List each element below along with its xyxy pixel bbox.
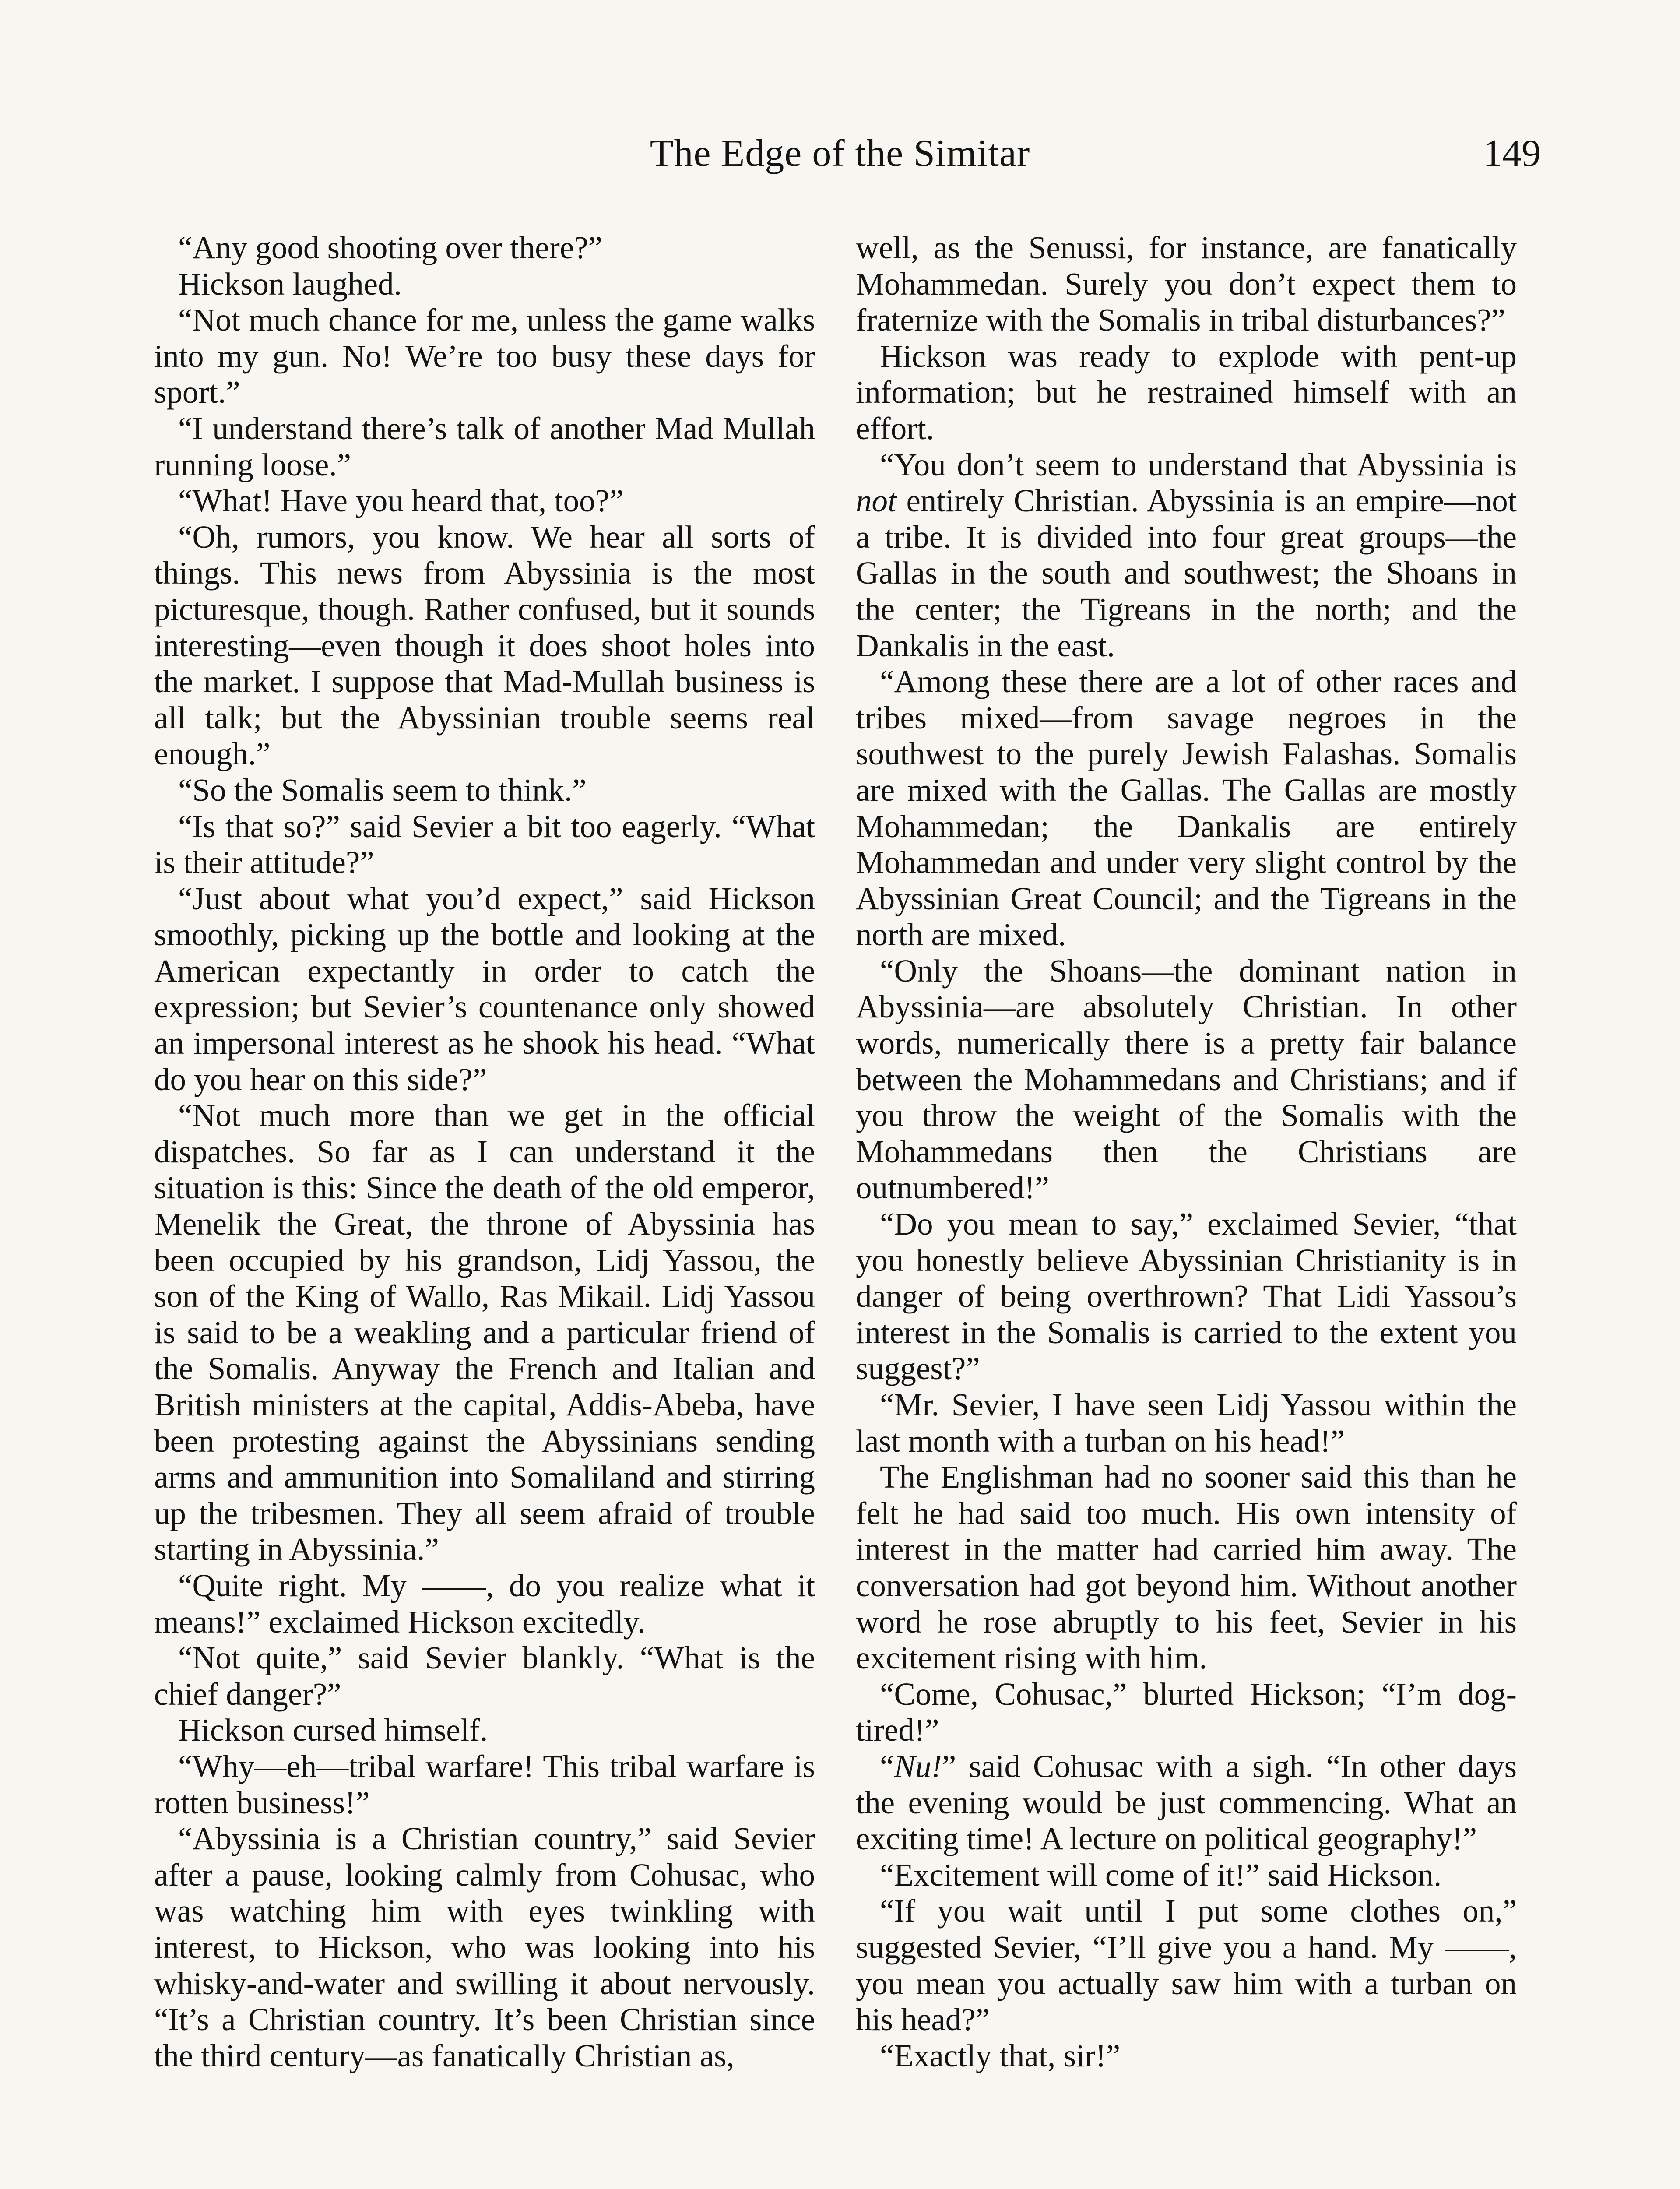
text-run: entirely Christian. Abyssinia is an empire—not a tribe. It is divided into four great groups—the Gallas in the south and southwest; the Shoans in the center; the Tigreans in the north; and the Dankalis in the east. <box>856 483 1517 663</box>
running-title: The Edge of the Simitar <box>650 132 1030 175</box>
emphasis-text: Nu! <box>894 1748 942 1784</box>
paragraph: “Why—eh—tribal warfare! This tribal warfare is rotten business!” <box>154 1748 815 1820</box>
paragraph: “Excitement will come of it!” said Hickson. <box>880 1857 1442 1893</box>
text-run: “You don’t seem to understand that Abyssinia is <box>880 447 1517 482</box>
paragraph: “Not quite,” said Sevier blankly. “What is the chief danger?” <box>154 1640 815 1712</box>
paragraph-with-emphasis <box>856 447 1517 664</box>
page-number: 149 <box>1483 132 1541 175</box>
paragraph: “I understand there’s talk of another Mad Mullah running loose.” <box>154 410 815 482</box>
continued-paragraph: well, as the Senussi, for instance, are fanatically Mohammedan. Surely you don’t expect them to fraternize with the Somalis in tribal disturbances?” <box>856 230 1517 338</box>
paragraph: “Is that so?” said Sevier a bit too eagerly. “What is their attitude?” <box>154 808 815 880</box>
paragraph-with-emphasis <box>856 1749 1517 1857</box>
paragraph: “Quite right. My ——, do you realize what it means!” exclaimed Hickson excitedly. <box>154 1567 815 1640</box>
paragraph: “Exactly that, sir!” <box>880 2038 1121 2073</box>
paragraph: “Any good shooting over there?” <box>178 230 602 265</box>
paragraph: “Do you mean to say,” exclaimed Sevier, “that you honestly believe Abyssinian Christianity is in danger of being overthrown? That Lidi Yassou’s interest in the Somalis is carried to the extent you suggest?” <box>856 1206 1517 1387</box>
paragraph: “Oh, rumors, you know. We hear all sorts of things. This news from Abyssinia is the most picturesque, though. Rather confused, but it sounds interesting—even though it does shoot holes into the market. I suppose that Mad-Mullah business is all talk; but the Abyssinian trouble seems real enough.” <box>154 519 815 772</box>
text-run: “ <box>880 1748 894 1784</box>
right-column <box>856 230 1517 2074</box>
paragraph: “Abyssinia is a Christian country,” said Sevier after a pause, looking calmly from Cohusac, who was watching him with eyes twinkling with interest, to Hickson, who was looking into his whisky-and-water and swilling it about nervously. “It’s a Christian country. It’s been Christian since the third century—as fanatically Christian as, <box>154 1821 815 2073</box>
paragraph: “Not much chance for me, unless the game walks into my gun. No! We’re too busy these days for sport.” <box>154 302 815 410</box>
paragraph: “Among these there are a lot of other races and tribes mixed—from savage negroes in the southwest to the purely Jewish Falashas. Somalis are mixed with the Gallas. The Gallas are mostly Mohammedan; the Dankalis are entirely Mohammedan and under very slight control by the Abyssinian Great Council; and the Tigreans in the north are mixed. <box>856 664 1517 953</box>
paragraph: “So the Somalis seem to think.” <box>178 772 587 808</box>
paragraph: “What! Have you heard that, too?” <box>178 483 624 519</box>
text-run: ” said Cohusac with a sigh. “In other days the evening would be just commencing. What an exciting time! A lecture on political geography!” <box>856 1748 1517 1857</box>
paragraph: “Mr. Sevier, I have seen Lidj Yassou within the last month with a turban on his head!” <box>856 1387 1517 1459</box>
paragraph: The Englishman had no sooner said this than he felt he had said too much. His own intensity of interest in the matter had carried him away. The conversation had got beyond him. Without another word he rose abruptly to his feet, Sevier in his excitement rising with him. <box>856 1459 1517 1676</box>
paragraph: Hickson cursed himself. <box>178 1712 488 1748</box>
paragraph: “Just about what you’d expect,” said Hickson smoothly, picking up the bottle and looking at the American expectantly in order to catch the expression; but Sevier’s countenance only showed an impersonal interest as he shook his head. “What do you hear on this side?” <box>154 880 815 1097</box>
paragraph: “Come, Cohusac,” blurted Hickson; “I’m dog-tired!” <box>856 1676 1517 1748</box>
emphasis-text: not <box>856 483 897 519</box>
paragraph: “If you wait until I put some clothes on,” suggested Sevier, “I’ll give you a hand. My ——, you mean you actually saw him with a turban on his head?” <box>856 1893 1517 2038</box>
page-header <box>0 131 1680 193</box>
paragraph: “Only the Shoans—the dominant nation in Abyssinia—are absolutely Christian. In other words, numerically there is a pretty fair balance between the Mohammedans and Christians; and if you throw the weight of the Somalis with the Mohammedans then the Christians are outnumbered!” <box>856 953 1517 1206</box>
paragraph: Hickson laughed. <box>178 266 402 302</box>
paragraph: “Not much more than we get in the official dispatches. So far as I can understand it the situation is this: Since the death of the old emperor, Menelik the Great, the throne of Abyssinia has been occupied by his grandson, Lidj Yassou, the son of the King of Wallo, Ras Mikail. Lidj Yassou is said to be a weakling and a particular friend of the Somalis. Anyway the French and Italian and British ministers at the capital, Addis-Abeba, have been protesting against the Abyssinians sending arms and ammunition into Somaliland and stirring up the tribesmen. They all seem afraid of trouble starting in Abyssinia.” <box>154 1098 815 1567</box>
left-column <box>154 230 815 2074</box>
paragraph: Hickson was ready to explode with pent-up information; but he restrained himself with an effort. <box>856 338 1517 446</box>
